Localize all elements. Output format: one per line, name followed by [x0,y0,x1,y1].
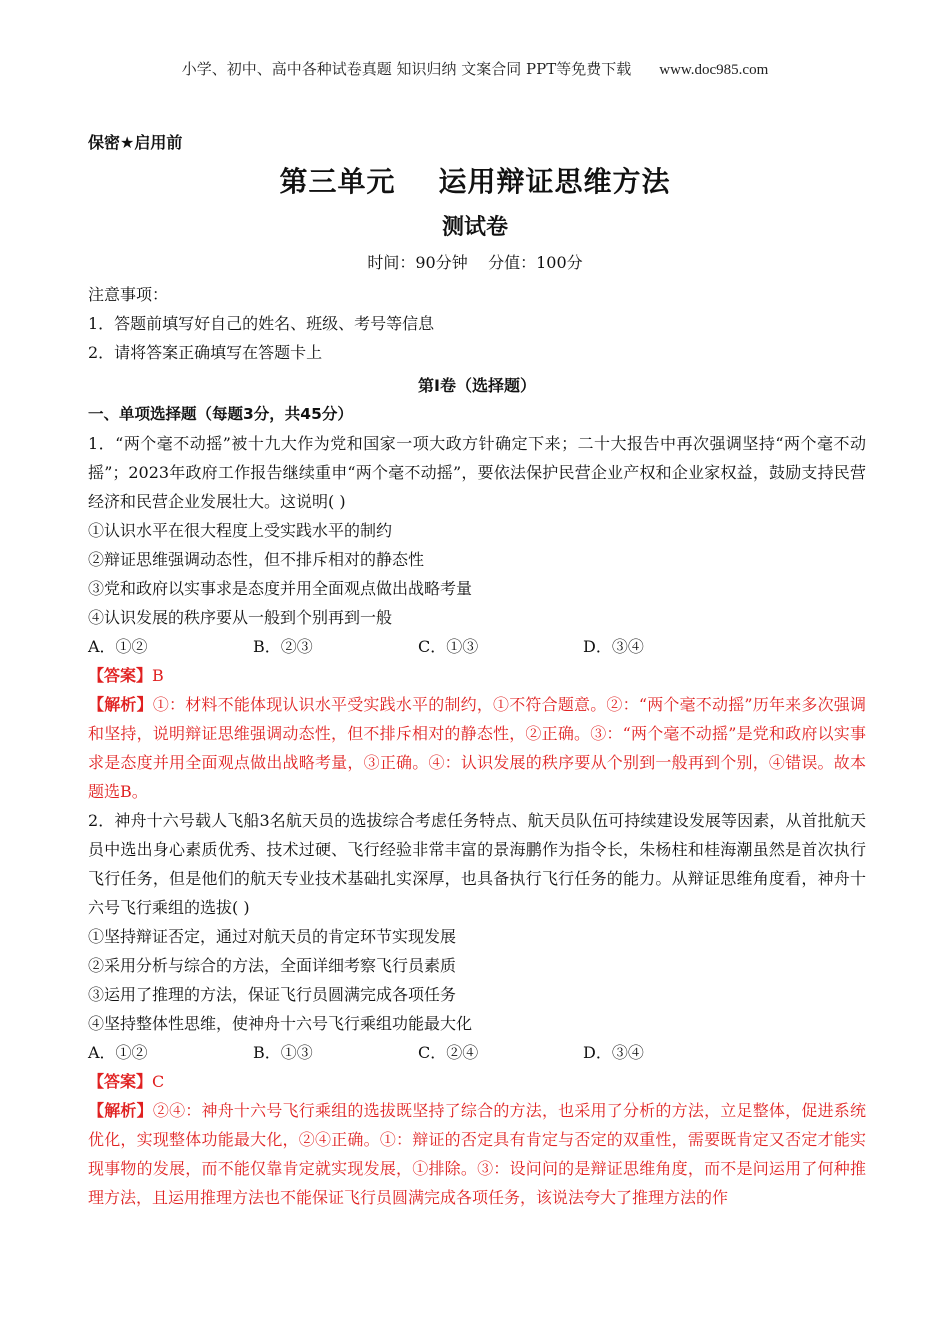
answer-label: 【答案】 [88,666,153,685]
header-site-link[interactable]: www.doc985.com [659,62,769,78]
option-b: B．②③ [253,637,313,656]
question-1-statement: ②辩证思维强调动态性，但不排斥相对的静态性 [88,550,425,569]
option-c: C．①③ [418,637,479,656]
exam-content [88,280,866,1212]
page-title: 第三单元 运用辩证思维方法 [279,165,671,198]
question-1-analysis [88,690,866,806]
notes-item: 1．答题前填写好自己的姓名、班级、考号等信息 [88,314,435,333]
question-2-statement: ②采用分析与综合的方法，全面详细考察飞行员素质 [88,956,457,975]
analysis-label: 【解析】 [88,1101,153,1120]
analysis-text: ②④：神舟十六号飞行乘组的选拔既坚持了综合的方法，也采用了分析的方法，立足整体，促进系统优化，实现整体功能最大化，②④正确。①：辩证的否定具有肯定与否定的双重性，需要既肯定又否定才能实现事物的发展，而不能仅靠肯定就实现发展，①排除。③：设问问的是辩证思维角度，而不是问运用了何种推理方法，且运用推理方法也不能保证飞行员圆满完成各项任务，该说法夸大了推理方法的作 [88,1101,866,1207]
page-header [0,58,950,79]
part-title: 一、单项选择题（每题3分，共45分） [88,405,353,423]
notes-item: 2．请将答案正确填写在答题卡上 [88,343,323,362]
analysis-label: 【解析】 [88,695,153,714]
answer-value: C [152,1072,165,1091]
option-c: C．②④ [418,1043,479,1062]
option-d: D．③④ [583,637,644,656]
notes-heading: 注意事项： [88,285,169,304]
option-a: A．①② [88,637,148,656]
answer-label: 【答案】 [88,1072,153,1091]
question-2-analysis [88,1096,866,1212]
question-2-options [88,1038,866,1067]
question-2-statement: ④坚持整体性思维，使神舟十六号飞行乘组功能最大化 [88,1014,473,1033]
question-2-stem: 2．神舟十六号载人飞船3名航天员的选拔综合考虑任务特点、航天员队伍可持续建设发展等因素，从首批航天员中选出身心素质优秀、技术过硬、飞行经验非常丰富的景海鹏作为指令长，朱杨柱和桂海潮虽然是首次执行飞行任务，但是他们的航天专业技术基础扎实深厚，也具备执行飞行任务的能力。从辩证思维角度看，神舟十六号飞行乘组的选拔( ) [88,811,866,917]
option-d: D．③④ [583,1043,644,1062]
option-a: A．①② [88,1043,148,1062]
question-1-stem: 1．“两个毫不动摇”被十九大作为党和国家一项大政方针确定下来；二十大报告中再次强调坚持“两个毫不动摇”；2023年政府工作报告继续重申“两个毫不动摇”，要依法保护民营企业产权和企业家权益，鼓励支持民营经济和民营企业发展壮大。这说明( ) [88,434,866,511]
analysis-text: ①：材料不能体现认识水平受实践水平的制约，①不符合题意。②：“两个毫不动摇”历年来多次强调和坚持，说明辩证思维强调动态性，但不排斥相对的静态性，②正确。③：“两个毫不动摇”是党和政府以实事求是态度并用全面观点做出战略考量，③正确。④：认识发展的秩序要从个别到一般再到个别，④错误。故本题选B。 [88,695,866,801]
header-text: 小学、初中、高中各种试卷真题 知识归纳 文案合同 PPT等免费下载 [181,60,632,78]
answer-value: B [152,666,164,685]
option-b: B．①③ [253,1043,313,1062]
section-title: 第I卷（选择题） [418,376,536,395]
exam-meta: 时间：90分钟 分值：100分 [367,253,583,272]
page-subtitle: 测试卷 [441,215,508,240]
question-2-statement: ①坚持辩证否定，通过对航天员的肯定环节实现发展 [88,927,457,946]
question-1-answer [88,661,866,690]
question-1-options [88,632,866,661]
confidential-label: 保密★启用前 [88,133,183,152]
question-2-answer [88,1067,866,1096]
question-1-statement: ①认识水平在很大程度上受实践水平的制约 [88,521,393,540]
question-2-statement: ③运用了推理的方法，保证飞行员圆满完成各项任务 [88,985,457,1004]
question-1-statement: ③党和政府以实事求是态度并用全面观点做出战略考量 [88,579,473,598]
question-1-statement: ④认识发展的秩序要从一般到个别再到一般 [88,608,393,627]
